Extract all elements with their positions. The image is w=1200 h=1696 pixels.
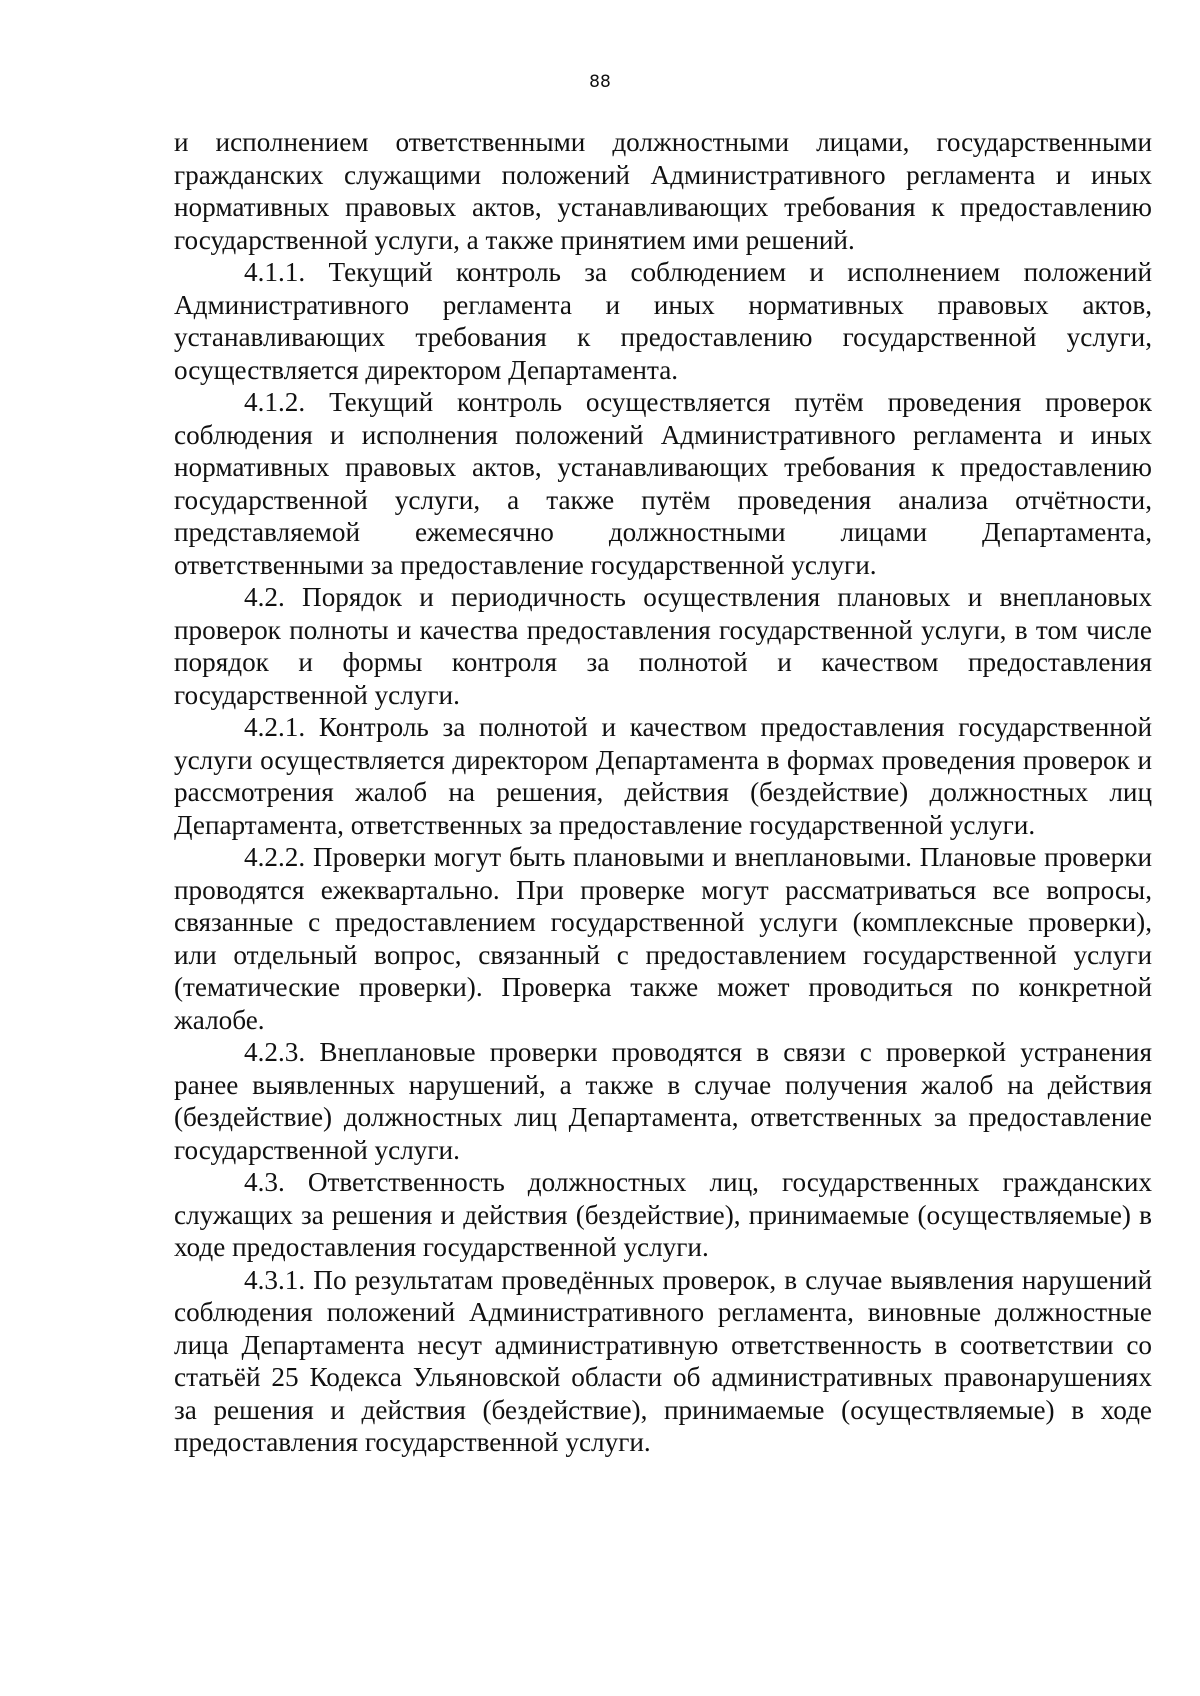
paragraph-4-2-1: 4.2.1. Контроль за полнотой и качеством предоставления государственной услуги осуществляется директором Департамента в формах проведения проверок и рассмотрения жалоб на решения, действия (бездействие) должностных лиц Департамента, ответственных за предоставление государственной услуги. bbox=[174, 712, 1152, 840]
paragraph-4-1-1: 4.1.1. Текущий контроль за соблюдением и исполнением положений Административного регламента и иных нормативных правовых актов, устанавливающих требования к предоставлению государственной услуги, осуществляется директором Департамента. bbox=[174, 257, 1152, 385]
paragraph-4-1-2: 4.1.2. Текущий контроль осуществляется путём проведения проверок соблюдения и исполнения положений Административного регламента и иных нормативных правовых актов, устанавливающих требования к предоставлению государственной услуги, а также путём проведения анализа отчётности, представляемой ежемесячно должностными лицами Департамента, ответственными за предоставление государственной услуги. bbox=[174, 387, 1152, 580]
page-number: 88 bbox=[589, 72, 611, 92]
paragraph-4-2-2: 4.2.2. Проверки могут быть плановыми и внеплановыми. Плановые проверки проводятся ежеквартально. При проверке могут рассматриваться все вопросы, связанные с предоставлением государственной услуги (комплексные проверки), или отдельный вопрос, связанный с предоставлением государственной услуги (тематические проверки). Проверка также может проводиться по конкретной жалобе. bbox=[174, 842, 1152, 1035]
paragraph-4-2: 4.2. Порядок и периодичность осуществления плановых и внеплановых проверок полноты и качества предоставления государственной услуги, в том числе порядок и формы контроля за полнотой и качеством предоставления государственной услуги. bbox=[174, 582, 1152, 710]
paragraph-4-3: 4.3. Ответственность должностных лиц, государственных гражданских служащих за решения и действия (бездействие), принимаемые (осуществляемые) в ходе предоставления государственной услуги. bbox=[174, 1167, 1152, 1262]
paragraph-4-3-1: 4.3.1. По результатам проведённых проверок, в случае выявления нарушений соблюдения положений Административного регламента, виновные должностные лица Департамента несут административную ответственность в соответствии со статьёй 25 Кодекса Ульяновской области об административных правонарушениях за решения и действия (бездействие), принимаемые (осуществляемые) в ходе предоставления государственной услуги. bbox=[174, 1264, 1152, 1457]
paragraph-continuation: и исполнением ответственными должностными лицами, государственными гражданских служащими положений Административного регламента и иных нормативных правовых актов, устанавливающих требования к предоставлению государственной услуги, а также принятием ими решений. bbox=[174, 127, 1152, 255]
paragraph-4-2-3: 4.2.3. Внеплановые проверки проводятся в связи с проверкой устранения ранее выявленных нарушений, а также в случае получения жалоб на действия (бездействие) должностных лиц Департамента, ответственных за предоставление государственной услуги. bbox=[174, 1037, 1152, 1165]
document-body bbox=[174, 126, 1152, 1459]
